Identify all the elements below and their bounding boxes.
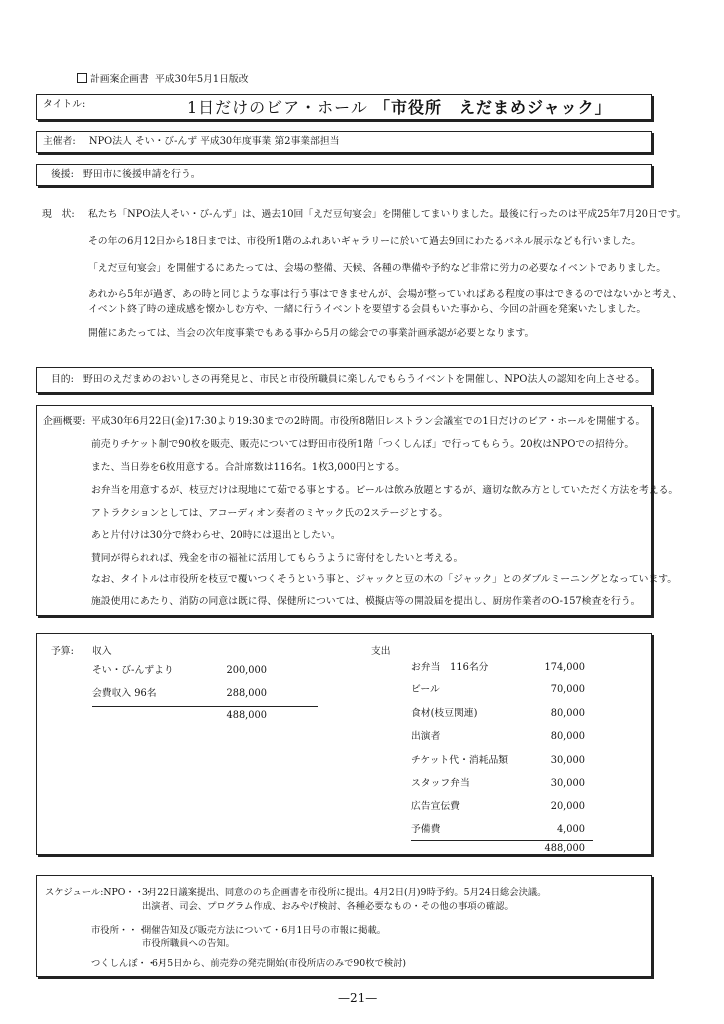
expense-total-rule xyxy=(411,840,593,841)
income-amount: 288,000 xyxy=(226,688,267,699)
expense-amount: 4,000 xyxy=(556,824,585,835)
organizer-box xyxy=(36,131,652,153)
title-label: タイトル: xyxy=(43,99,86,110)
outline-line: あと片付けは30分で終わらせ、20時には退出としたい。 xyxy=(91,530,341,541)
income-name: そい・び-んずより xyxy=(92,665,174,676)
schedule-npo-line: 出演者、司会、プログラム作成、おみやげ検討、各種必要なもの・その他の事項の確認。 xyxy=(142,901,514,912)
schedule-tsukushi-line: 6月5日から、前売券の発売開始(市役所店のみで90枚で検討) xyxy=(152,958,407,969)
expense-name: 出演者 xyxy=(411,731,441,742)
schedule-city-label: 市役所・・・ xyxy=(91,925,147,936)
outline-line: アトラクションとしては、アコーディオン奏者のミヤック氏の2ステージとする。 xyxy=(91,508,449,519)
status-section xyxy=(36,205,687,355)
status-line: イベント終了時の達成感を懐かしむ方や、一緒に行うイベントを要望する会員もいた事から、今回の計画を発案いたしました。 xyxy=(88,304,647,315)
schedule-tsukushi-label: つくしんぼ・・・ xyxy=(91,958,166,969)
expense-amount: 174,000 xyxy=(544,662,585,673)
outline-line: また、当日券を6枚用意する。合計席数は116名。1枚3,000円とする。 xyxy=(91,462,405,473)
outline-line: お弁当を用意するが、枝豆だけは現地にて茹でる事とする。ビールは飲み放題とするが、適切な飲み方としていただく方法を考える。 xyxy=(91,485,679,496)
expense-amount: 80,000 xyxy=(550,708,585,719)
expense-name: 広告宣伝費 xyxy=(411,801,460,812)
expense-amount: 80,000 xyxy=(550,731,585,742)
expense-name: お弁当 116名分 xyxy=(411,662,489,673)
support-text: 野田市に後援申請を行う。 xyxy=(83,169,201,180)
header-revision: 平成30年5月1日版改 xyxy=(155,74,249,85)
purpose-text: 野田のえだまめのおいしさの再発見と、市民と市役所職員に楽しんでもらうイベントを開催し、NPO法人の認知を向上させる。 xyxy=(83,374,646,385)
status-line: 「えだ豆旬宴会」を開催するにあたっては、会場の整備、天候、各種の準備や予約など非常に労力の必要なイベントでありました。 xyxy=(88,263,667,274)
header-checkbox-label: 計画案企画書 xyxy=(90,74,149,85)
purpose-box xyxy=(36,367,652,393)
status-line: あれから5年が過ぎ、あの時と同じような事は行う事はできませんが、会場が整っていればある程度の事はできるのではないかと考え、 xyxy=(88,289,683,300)
budget-label: 予算: xyxy=(51,646,74,657)
purpose-label: 目的: xyxy=(51,374,74,385)
status-line: 私たち「NPO法人そい・び-んず」は、過去10回「えだ豆旬宴会」を開催してまいりました。最後に行ったのは平成25年7月20日です。 xyxy=(88,209,687,220)
header-line xyxy=(77,73,249,86)
income-total-rule xyxy=(92,706,318,707)
outline-box xyxy=(36,405,679,616)
schedule-label: スケジュール:NPO・・・ xyxy=(45,887,154,898)
title-bold: 「市役所 えだまめジャック」 xyxy=(373,98,612,117)
expense-name: 食材(枝豆関連) xyxy=(411,708,478,719)
income-label: 収入 xyxy=(92,646,112,657)
income-amount: 200,000 xyxy=(226,665,267,676)
expense-label: 支出 xyxy=(371,646,391,657)
expense-name: 予備費 xyxy=(411,824,441,835)
income-name: 会費収入 96名 xyxy=(92,688,157,699)
schedule-city-line: 開催告知及び販売方法について・6月1日号の市報に掲載。 xyxy=(142,925,387,936)
outline-label: 企画概要: xyxy=(43,416,86,427)
schedule-npo-line: 3月22日議案提出、同意ののち企画書を市役所に提出。4月2日(月)9時予約。5月24日総会決議。 xyxy=(142,887,547,898)
expense-total: 488,000 xyxy=(544,843,585,854)
expense-name: スタッフ弁当 xyxy=(411,778,470,789)
outline-line: 施設使用にあたり、消防の同意は既に得、保健所については、模擬店等の開設届を提出し、厨房作業者のO-157検査を行う。 xyxy=(91,596,641,607)
expense-name: チケット代・消耗品類 xyxy=(411,755,509,766)
schedule-city-line: 市役所職員への告知。 xyxy=(142,938,235,949)
organizer-text: NPO法人 そい・び-んず 平成30年度事業 第2事業部担当 xyxy=(89,136,340,147)
support-box xyxy=(36,164,652,186)
page-number: —21— xyxy=(338,991,378,1005)
title-prefix: 1日だけのビア・ホール xyxy=(187,98,368,117)
status-line: その年の6月12日から18日までは、市役所1階のふれあいギャラリーに於いて過去9回にわたるパネル展示なども行いました。 xyxy=(88,236,642,247)
expense-amount: 20,000 xyxy=(550,801,585,812)
outline-line: 賛同が得られれば、残金を市の福祉に活用してもらうように寄付をしたいと考える。 xyxy=(91,553,464,564)
checkbox-icon xyxy=(77,73,87,83)
expense-amount: 30,000 xyxy=(550,778,585,789)
outline-line: 平成30年6月22日(金)17:30より19:30までの2時間。市役所8階旧レストラン会議室での1日だけのビア・ホールを開催する。 xyxy=(91,416,646,427)
page-title xyxy=(187,98,612,117)
status-label: 現 状: xyxy=(42,209,75,220)
income-total: 488,000 xyxy=(226,710,267,721)
schedule-box xyxy=(36,875,652,977)
outline-line: 前売りチケット制で90枚を販売、販売については野田市役所1階「つくしんぼ」で行ってもらう。20枚はNPOでの招待分。 xyxy=(91,439,635,450)
title-box xyxy=(36,94,652,120)
status-line: 開催にあたっては、当会の次年度事業でもある事から5月の総会での事業計画承認が必要となります。 xyxy=(88,328,535,339)
outline-line: なお、タイトルは市役所を枝豆で覆いつくそうという事と、ジャックと豆の木の「ジャック」とのダブルミーニングとなっています。 xyxy=(91,574,678,585)
expense-name: ビール xyxy=(411,684,440,695)
expense-amount: 30,000 xyxy=(550,755,585,766)
organizer-label: 主催者: xyxy=(43,136,76,147)
expense-amount: 70,000 xyxy=(550,684,585,695)
support-label: 後援: xyxy=(51,169,74,180)
budget-box xyxy=(36,633,652,855)
